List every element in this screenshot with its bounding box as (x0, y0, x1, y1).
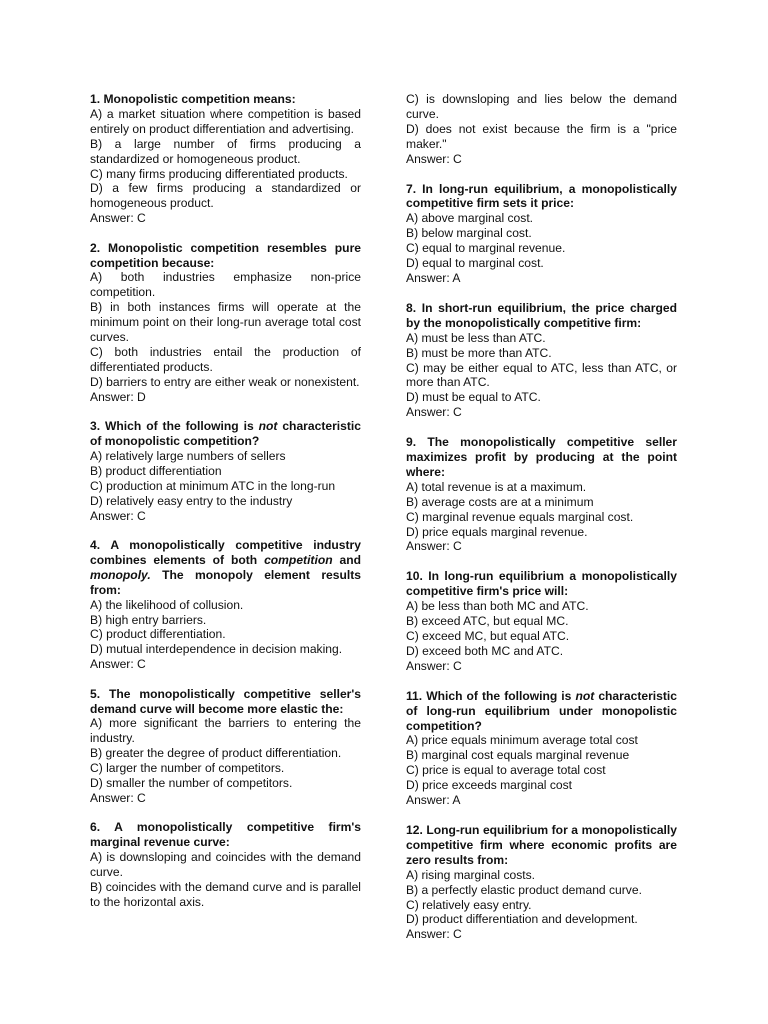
question-12-option-a: A) rising marginal costs. (406, 867, 536, 882)
question-10-text: 10. In long-run equilibrium a monopolistically competitive firm's price will: (406, 569, 677, 599)
question-1-text: 1. Monopolistic competition means: (90, 92, 296, 106)
question-12-option-c: C) relatively easy entry. (406, 897, 532, 912)
question-1-option-d: D) a few firms producing a standardized or homogeneous product. (90, 181, 361, 211)
question-9-option-a: A) total revenue is at a maximum. (406, 479, 587, 494)
question-3-option-b: B) product differentiation (90, 463, 222, 478)
emphasis-not: not (258, 419, 278, 434)
question-8-answer: Answer: C (406, 405, 462, 420)
question-3 (90, 419, 361, 523)
question-9-option-b: B) average costs are at a minimum (406, 494, 594, 509)
question-5-answer: Answer: C (90, 790, 146, 805)
question-10-option-d: D) exceed both MC and ATC. (406, 643, 564, 658)
emphasis-not: not (575, 688, 595, 703)
question-5-option-b: B) greater the degree of product differentiation. (90, 746, 342, 761)
question-11-option-d: D) price exceeds marginal cost (406, 778, 573, 793)
question-4-option-b: B) high entry barriers. (90, 612, 207, 627)
question-7-answer: Answer: A (406, 270, 461, 285)
emphasis-monopoly: monopoly. (90, 567, 151, 582)
question-6-option-d: D) does not exist because the firm is a "price maker." (406, 121, 677, 151)
question-8-option-d: D) must be equal to ATC. (406, 390, 541, 405)
question-9-option-c: C) marginal revenue equals marginal cost. (406, 509, 634, 524)
left-column (90, 92, 361, 924)
question-5 (90, 687, 361, 806)
question-3-option-a: A) relatively large numbers of sellers (90, 448, 286, 463)
question-11-option-c: C) price is equal to average total cost (406, 763, 606, 778)
question-2 (90, 241, 361, 405)
question-12-text: 12. Long-run equilibrium for a monopolistically competitive firm where economic profits are zero results from: (406, 822, 677, 867)
question-5-option-a: A) more significant the barriers to entering the industry. (90, 716, 361, 746)
question-3-answer: Answer: C (90, 508, 146, 523)
question-11-option-a: A) price equals minimum average total cost (406, 733, 638, 748)
question-1-option-a: A) a market situation where competition is based entirely on product differentiation and advertising. (90, 106, 361, 136)
question-6 (90, 820, 361, 909)
question-5-text: 5. The monopolistically competitive seller's demand curve will become more elastic the: (90, 686, 361, 716)
question-11-text: 11. Which of the following is not characteristic of long-run equilibrium under monopolistic competition? (406, 688, 677, 733)
question-4-answer: Answer: C (90, 657, 146, 672)
question-8-text: 8. In short-run equilibrium, the price charged by the monopolistically competitive firm: (406, 300, 677, 330)
question-4-option-d: D) mutual interdependence in decision making. (90, 642, 343, 657)
question-8-option-c: C) may be either equal to ATC, less than ATC, or more than ATC. (406, 360, 677, 390)
question-2-text: 2. Monopolistic competition resembles pure competition because: (90, 240, 361, 270)
question-2-option-a: A) both industries emphasize non-price competition. (90, 270, 361, 300)
question-2-option-c: C) both industries entail the production of differentiated products. (90, 345, 361, 374)
question-4 (90, 538, 361, 672)
question-4-option-a: A) the likelihood of collusion. (90, 597, 244, 612)
question-3-option-d: D) relatively easy entry to the industry (90, 493, 293, 508)
question-7-option-c: C) equal to marginal revenue. (406, 241, 566, 256)
question-9-answer: Answer: C (406, 539, 462, 554)
question-7-option-b: B) below marginal cost. (406, 226, 532, 241)
question-12-answer: Answer: C (406, 927, 462, 942)
question-11 (406, 689, 677, 808)
question-5-option-c: C) larger the number of competitors. (90, 761, 285, 776)
question-6-option-c: C) is downsloping and lies below the demand curve. (406, 92, 677, 121)
question-8 (406, 301, 677, 420)
question-1-answer: Answer: C (90, 211, 146, 226)
emphasis-competition: competition (264, 552, 333, 567)
question-1-option-c: C) many firms producing differentiated products. (90, 166, 348, 181)
question-2-answer: Answer: D (90, 389, 146, 404)
question-7-text: 7. In long-run equilibrium, a monopolistically competitive firm sets it price: (406, 181, 677, 211)
question-3-text: 3. Which of the following is not characteristic of monopolistic competition? (90, 419, 361, 449)
question-12-option-d: D) product differentiation and development. (406, 912, 638, 927)
question-6-option-a: A) is downsloping and coincides with the demand curve. (90, 850, 361, 880)
question-11-answer: Answer: A (406, 793, 461, 808)
question-6-continued (406, 92, 677, 167)
question-2-option-b: B) in both instances firms will operate at the minimum point on their long-run average total cost curves. (90, 300, 361, 345)
question-9-option-d: D) price equals marginal revenue. (406, 524, 588, 539)
question-10 (406, 569, 677, 673)
question-8-option-a: A) must be less than ATC. (406, 330, 546, 345)
question-6-text: 6. A monopolistically competitive firm's marginal revenue curve: (90, 820, 361, 850)
question-10-option-a: A) be less than both MC and ATC. (406, 599, 589, 614)
question-10-answer: Answer: C (406, 658, 462, 673)
question-6-option-b: B) coincides with the demand curve and is parallel to the horizontal axis. (90, 880, 361, 909)
question-4-option-c: C) product differentiation. (90, 627, 226, 642)
question-3-option-c: C) production at minimum ATC in the long-run (90, 478, 336, 493)
question-12 (406, 823, 677, 942)
question-1 (90, 92, 361, 226)
question-6-answer: Answer: C (406, 151, 462, 166)
question-9-text: 9. The monopolistically competitive seller maximizes profit by producing at the point where: (406, 435, 677, 479)
question-7 (406, 182, 677, 286)
question-9 (406, 435, 677, 554)
question-5-option-d: D) smaller the number of competitors. (90, 776, 293, 791)
question-12-option-b: B) a perfectly elastic product demand curve. (406, 882, 642, 897)
question-7-option-a: A) above marginal cost. (406, 211, 534, 226)
question-10-option-b: B) exceed ATC, but equal MC. (406, 614, 569, 629)
question-11-option-b: B) marginal cost equals marginal revenue (406, 748, 630, 763)
question-1-option-b: B) a large number of firms producing a standardized or homogeneous product. (90, 136, 361, 166)
question-4-text: 4. A monopolistically competitive industry combines elements of both competition and monopoly. The monopoly element results from: (90, 537, 361, 597)
question-7-option-d: D) equal to marginal cost. (406, 256, 544, 271)
right-column (406, 92, 677, 957)
question-8-option-b: B) must be more than ATC. (406, 345, 552, 360)
question-2-option-d: D) barriers to entry are either weak or nonexistent. (90, 374, 360, 389)
question-10-option-c: C) exceed MC, but equal ATC. (406, 629, 570, 643)
